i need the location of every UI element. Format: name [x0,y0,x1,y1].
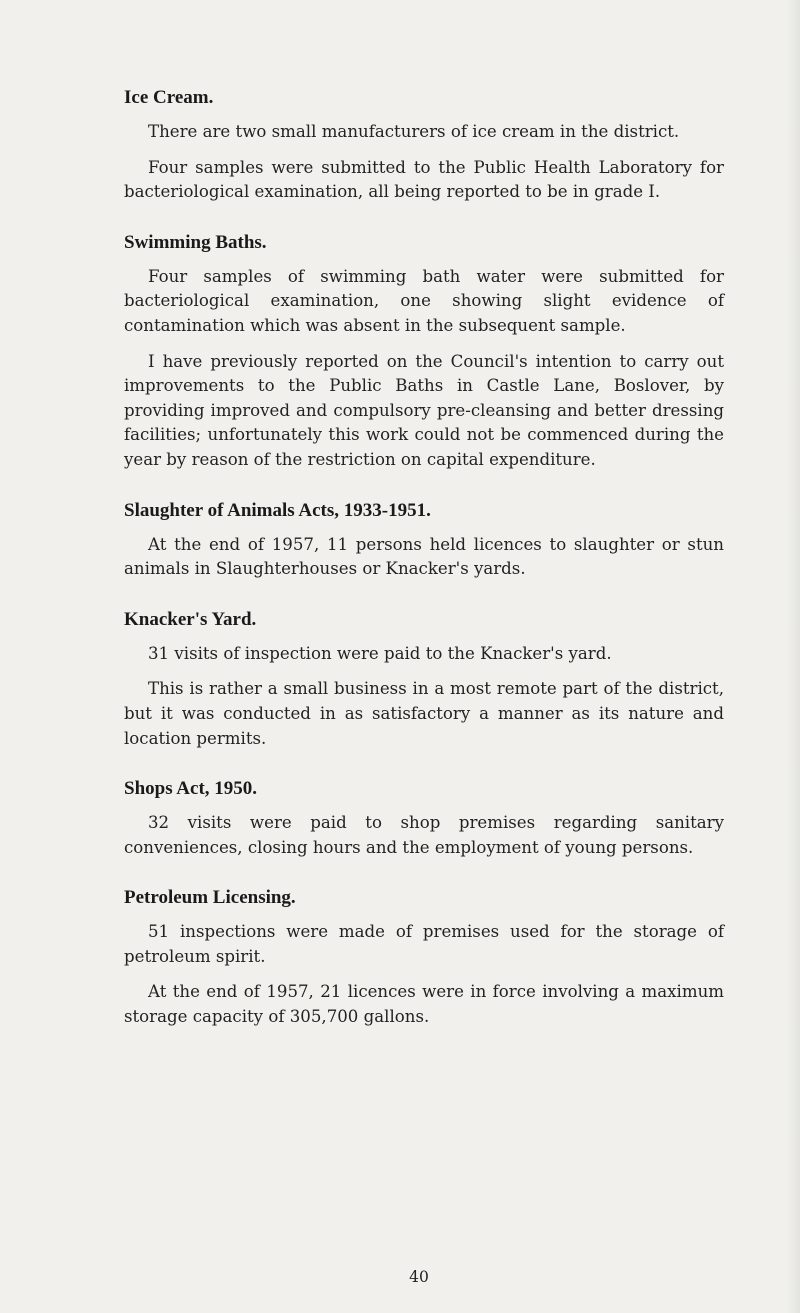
section-gap [124,860,724,886]
section-heading: Shops Act, 1950. [124,778,258,800]
section-paragraph: I have previously reported on the Council's intention to carry out improvements to the Public Baths in Castle Lane, Boslover, by providing improved and compulsory pre-cleansing and better dressing facilities; unfortunately this work could not be commenced during the year by reason of the restriction on capital expenditure. [124,351,724,469]
section-petroleum-licensing [124,886,724,1029]
section-heading: Ice Cream. [124,87,214,108]
document-page [124,86,724,1030]
section-paragraph: Four samples of swimming bath water were submitted for bacteriological examination, one showing slight evidence of contamination which was absent in the subsequent sample. [124,266,724,335]
section-heading: Petroleum Licensing. [124,887,296,909]
section-paragraph: 31 visits of inspection were paid to the Knacker's yard. [148,643,612,663]
section-paragraph: Four samples were submitted to the Public Health Laboratory for bacteriological examination, all being reported to be in grade I. [124,157,724,202]
section-shops-act [124,777,724,860]
section-gap [124,751,724,777]
section-gap [124,582,724,608]
section-paragraph: 51 inspections were made of premises used for the storage of petroleum spirit. [124,922,724,966]
page-number [0,1268,800,1286]
section-paragraph: This is rather a small business in a most remote part of the district, but it was conducted in as satisfactory a manner as its nature and location permits. [124,679,724,748]
page-edge-shadow [786,0,800,1313]
section-paragraph: 32 visits were paid to shop premises regarding sanitary conveniences, closing hours and the employment of young persons. [124,813,724,857]
section-heading: Swimming Baths. [124,231,267,253]
page-number-text: 40 [409,1268,429,1286]
section-heading: Knacker's Yard. [124,608,257,630]
section-heading: Slaughter of Animals Acts, 1933-1951. [124,499,431,521]
section-ice-cream [124,86,724,205]
section-paragraph: There are two small manufacturers of ice cream in the district. [148,122,680,141]
section-paragraph: At the end of 1957, 11 persons held licences to slaughter or stun animals in Slaughterhouses or Knacker's yards. [124,534,724,579]
section-paragraph: At the end of 1957, 21 licences were in force involving a maximum storage capacity of 305,700 gallons. [124,982,724,1027]
section-gap [124,205,724,231]
section-gap [124,473,724,499]
section-knackers-yard [124,608,724,751]
section-swimming-baths [124,231,724,473]
section-slaughter-of-animals [124,499,724,582]
